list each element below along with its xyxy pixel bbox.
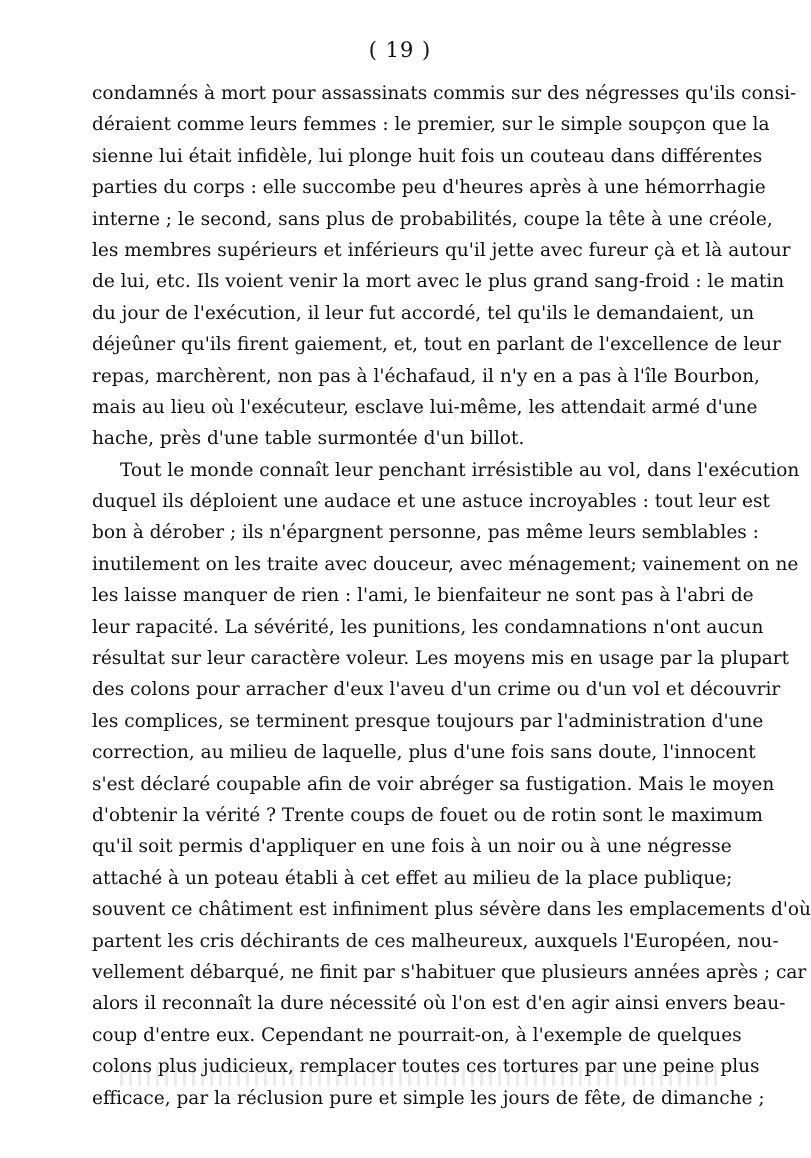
text-line: qu'il soit permis d'appliquer en une fois à un noir ou à une négresse xyxy=(92,836,732,858)
text-line: alors il reconnaît la dure nécessité où l'on est d'en agir ainsi envers beau- xyxy=(92,993,786,1015)
text-line: les membres supérieurs et inférieurs qu'il jette avec fureur çà et là autour xyxy=(92,239,791,261)
text-line: de lui, etc. Ils voient venir la mort avec le plus grand sang-froid : le matin xyxy=(92,271,785,293)
text-line: souvent ce châtiment est infiniment plus sévère dans les emplacements d'où xyxy=(92,899,811,921)
text-line: résultat sur leur caractère voleur. Les moyens mis en usage par la plupart xyxy=(92,648,790,670)
text-line: Tout le monde connaît leur penchant irrésistible au vol, dans l'exécution xyxy=(120,459,800,481)
text-line: les laisse manquer de rien : l'ami, le bienfaiteur ne sont pas à l'abri de xyxy=(92,585,754,607)
text-line: d'obtenir la vérité ? Trente coups de fouet ou de rotin sont le maximum xyxy=(92,804,763,826)
text-line: inutilement on les traite avec douceur, avec ménagement; vainement on ne xyxy=(92,553,799,575)
text-line: les complices, se terminent presque toujours par l'administration d'une xyxy=(92,710,764,732)
text-line: vellement débarqué, ne finit par s'habituer que plusieurs années après ; car xyxy=(92,961,807,983)
page-number: ( 19 ) xyxy=(368,38,432,62)
body-text xyxy=(92,78,811,1114)
text-line: interne ; le second, sans plus de probabilités, coupe la tête à une créole, xyxy=(92,208,773,230)
text-line: attaché à un poteau établi à cet effet au milieu de la place publique; xyxy=(92,867,733,889)
text-line: condamnés à mort pour assassinats commis sur des négresses qu'ils consi- xyxy=(92,83,797,104)
text-line: du jour de l'exécution, il leur fut accordé, tel qu'ils le demandaient, un xyxy=(92,302,755,324)
show-through-text-bottom xyxy=(120,1066,720,1086)
text-line: colons plus judicieux, remplacer toutes ces tortures par une peine plus xyxy=(92,1056,760,1078)
text-line: mais au lieu où l'exécuteur, esclave lui-même, les attendait armé d'une xyxy=(92,396,758,418)
text-line: hache, près d'une table surmontée d'un billot. xyxy=(92,428,525,450)
text-line: déraient comme leurs femmes : le premier, sur le simple soupçon que la xyxy=(92,114,770,136)
text-line: correction, au milieu de laquelle, plus d'une fois sans doute, l'innocent xyxy=(92,742,756,764)
text-line: parties du corps : elle succombe peu d'heures après à une hémorrhagie xyxy=(92,177,766,199)
text-line: repas, marchèrent, non pas à l'échafaud, il n'y en a pas à l'île Bourbon, xyxy=(92,365,760,387)
text-line: duquel ils déploient une audace et une astuce incroyables : tout leur est xyxy=(92,491,770,513)
text-line: bon à dérober ; ils n'épargnent personne, pas même leurs semblables : xyxy=(92,522,759,544)
text-line: sienne lui était infidèle, lui plonge huit fois un couteau dans différentes xyxy=(92,145,763,167)
text-line: des colons pour arracher d'eux l'aveu d'un crime ou d'un vol et découvrir xyxy=(92,679,781,701)
text-line: partent les cris déchirants de ces malheureux, auxquels l'Européen, nou- xyxy=(92,930,779,952)
text-line: coup d'entre eux. Cependant ne pourrait-on, à l'exemple de quelques xyxy=(92,1024,742,1046)
text-line: leur rapacité. La sévérité, les punitions, les condamnations n'ont aucun xyxy=(92,616,764,638)
text-line: efficace, par la réclusion pure et simple les jours de fête, de dimanche ; xyxy=(92,1087,765,1109)
text-line: s'est déclaré coupable afin de voir abréger sa fustigation. Mais le moyen xyxy=(92,773,775,795)
text-line: déjeûner qu'ils firent gaiement, et, tout en parlant de l'excellence de leur xyxy=(92,334,781,356)
